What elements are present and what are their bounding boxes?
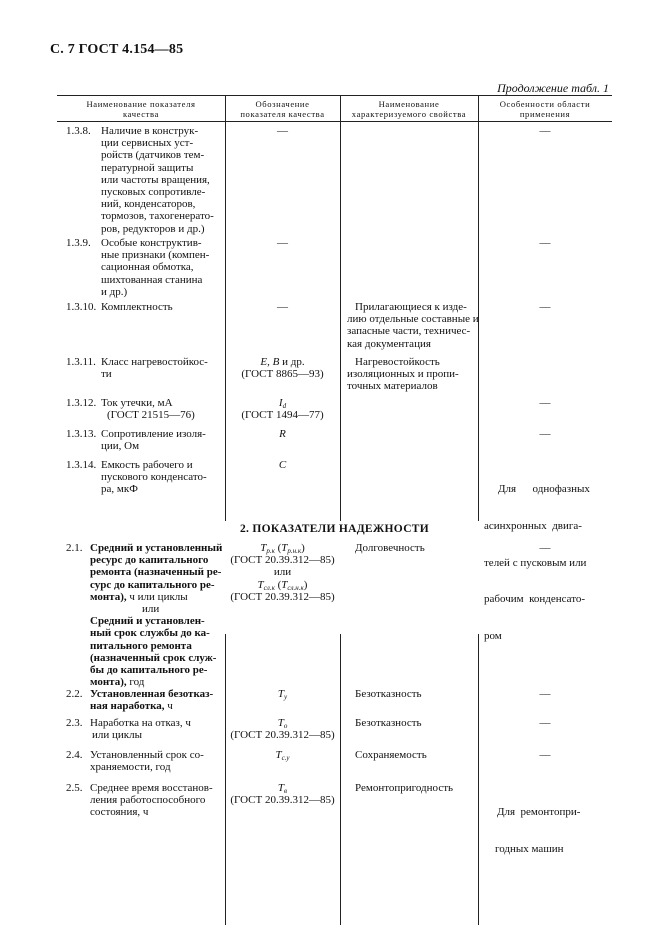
symbol-letter: T: [277, 688, 284, 700]
text-bold: монта),: [90, 590, 127, 603]
indicator-name: [90, 542, 222, 688]
indicator-symbol: [225, 749, 340, 761]
characterized-property: [347, 356, 459, 393]
column-header-line: применения: [519, 109, 571, 119]
text-line: и др.): [101, 285, 128, 298]
text-line: [90, 591, 222, 603]
application-scope: —: [539, 301, 551, 313]
symbol-subscript: с.у: [281, 754, 290, 762]
indicator-name: [101, 237, 209, 298]
text-line: питального ремонта: [90, 639, 192, 652]
text-line: ройств (датчиков тем-: [101, 149, 205, 162]
text-line: ра, мкФ: [101, 483, 138, 496]
row-number: 2.3.: [66, 717, 83, 729]
text-line: ров, редукторов и др.): [101, 222, 205, 235]
text-line: пусковых сопротивле-: [101, 186, 206, 199]
column-header-line: показателя качества: [240, 109, 325, 119]
characterized-property: [347, 301, 479, 350]
indicator-name: [101, 428, 206, 452]
text-line: ти: [101, 368, 112, 381]
indicator-name: [101, 125, 214, 235]
text-line: телей с пусковым или: [484, 556, 587, 569]
symbol-line: $T_{р.к}$ $(T_{р.н.к})$: [260, 542, 305, 555]
indicator-symbol: C: [278, 459, 287, 471]
text-line: Нагревостойкость: [355, 356, 440, 368]
text-line: Особые конструктив-: [101, 237, 202, 249]
text-line: тормозов, тахогенерато-: [101, 210, 214, 223]
text-line: Наработка на отказ, ч: [90, 717, 191, 729]
text-line: Ток утечки, мА: [101, 397, 173, 409]
column-header-line: качества: [123, 109, 159, 119]
text-line: Средний и установлен-: [90, 615, 205, 628]
text-line: ний, конденсаторов,: [101, 198, 196, 211]
text-line: ления работоспособного: [90, 794, 206, 807]
text-line: [90, 700, 213, 712]
row-number: 2.4.: [66, 749, 83, 761]
indicator-symbol: [225, 688, 340, 700]
text-line: Наличие в конструк-: [101, 125, 199, 137]
indicator-symbol: [225, 397, 340, 421]
symbol-subscript: у: [284, 693, 288, 701]
text-line: бы до капитального ре-: [90, 664, 208, 677]
symbol-subscript: о: [283, 722, 288, 730]
text-line: ремонта (назначенный ре-: [90, 566, 222, 579]
application-scope: —: [539, 428, 551, 440]
column-header-symbol: [225, 99, 340, 119]
quality-indicators-table: [57, 95, 612, 925]
text-bold: монта),: [90, 676, 127, 689]
text-line: точных материалов: [347, 380, 438, 393]
text-line: пускового конденсато-: [101, 471, 207, 484]
column-header-name: [57, 99, 225, 119]
symbol-subscript: сл.к: [263, 583, 275, 592]
symbol-line: $T_{сл.к}$ $(T_{сл.н.к})$: [257, 578, 308, 592]
text-line: или частоты вращения,: [101, 173, 210, 186]
text-line: храняемости, год: [90, 761, 171, 774]
standard-reference: (ГОСТ 1494—77): [241, 409, 324, 422]
row-number: 1.3.12.: [66, 397, 97, 409]
symbol-subscript: в: [284, 787, 288, 795]
text-line: ром: [484, 629, 502, 642]
row-number: 1.3.13.: [66, 428, 97, 440]
standard-reference: (ГОСТ 20.39.312—85): [230, 554, 335, 567]
symbol-or: или: [273, 566, 292, 579]
text-line: годных машин: [495, 843, 564, 856]
application-scope: —: [539, 237, 551, 249]
symbol-line: [225, 782, 340, 794]
text-line: асинхронных двига-: [484, 520, 582, 533]
text-line: или: [142, 603, 160, 616]
symbol-letter: T: [260, 542, 267, 554]
text-line: Среднее время восстанов-: [90, 782, 213, 794]
application-scope: —: [539, 749, 551, 761]
row-number: 1.3.9.: [66, 237, 91, 249]
indicator-name: [90, 749, 204, 773]
symbol-letter: T: [275, 749, 282, 761]
text-line: Прилагающиеся к изде-: [355, 301, 467, 313]
column-divider: [340, 95, 341, 521]
column-header-line: характеризуемого свойства: [351, 109, 467, 119]
indicator-symbol: —: [277, 301, 288, 313]
text-unit: ч: [164, 700, 173, 713]
indicator-symbol: [225, 542, 340, 603]
indicator-name: [101, 397, 195, 421]
text-line: шихтованная станина: [101, 273, 203, 286]
text-line: ции, Ом: [101, 440, 140, 453]
indicator-name: [101, 459, 207, 496]
row-number: 1.3.8.: [66, 125, 91, 137]
text-line: Для однофазных: [498, 483, 590, 496]
symbol-line: [225, 717, 340, 729]
text-line: сурс до капитального ре-: [90, 578, 215, 591]
indicator-symbol: [225, 717, 340, 741]
text-bold: ная наработка,: [90, 700, 165, 713]
row-number: 2.5.: [66, 782, 83, 794]
text-line: Установленный срок со-: [90, 749, 204, 761]
text-line: или циклы: [92, 729, 143, 742]
column-header-property: [340, 99, 478, 119]
column-header-line: Обозначение: [255, 99, 310, 109]
text-unit: ч или циклы: [126, 590, 188, 603]
column-divider: [225, 634, 226, 925]
standard-reference: (ГОСТ 20.39.312—85): [230, 590, 335, 603]
text-line: кая документация: [347, 337, 431, 350]
text-line: состояния, ч: [90, 806, 149, 819]
indicator-name: Комплектность: [101, 301, 173, 313]
standard-reference: (ГОСТ 20.39.312—85): [230, 729, 335, 742]
symbol-letters: E, B: [260, 356, 280, 368]
symbol-subscript: d: [282, 402, 287, 410]
text-line: пературной защиты: [101, 161, 194, 174]
indicator-symbol: R: [279, 428, 286, 440]
application-scope: [495, 782, 580, 880]
column-divider: [340, 634, 341, 925]
characterized-property: Ремонтопригодность: [355, 782, 454, 794]
text-line: ные признаки (компен-: [101, 249, 210, 262]
standard-reference: (ГОСТ 20.39.312—85): [230, 794, 335, 807]
application-scope: —: [539, 125, 551, 137]
row-number: 2.1.: [66, 542, 83, 554]
application-scope: —: [539, 688, 551, 700]
text-line: Для ремонтопри-: [497, 806, 581, 819]
page-header: С. 7 ГОСТ 4.154—85: [50, 42, 184, 57]
indicator-name: [101, 356, 208, 380]
symbol-letter: I: [278, 397, 283, 409]
symbol-letter: T: [281, 542, 288, 554]
symbol-subscript: р.к: [266, 547, 275, 555]
text-line: Средний и установленный: [90, 542, 223, 554]
symbol-letter: T: [277, 782, 285, 794]
application-scope: [484, 459, 590, 666]
text-line: ный срок службы до ка-: [90, 627, 210, 640]
text-line: лию отдельные составные и: [347, 313, 479, 326]
text-line: Класс нагревостойкос-: [101, 356, 208, 368]
table-continuation-label: Продолжение табл. 1: [497, 81, 609, 95]
symbol-subscript: сл.н.к: [287, 583, 304, 592]
column-header-line: Наименование: [378, 99, 440, 109]
indicator-symbol: [225, 782, 340, 806]
column-header-line: Особенности области: [499, 99, 591, 109]
characterized-property: Безотказность: [355, 688, 422, 700]
text-line: запасные части, техничес-: [347, 325, 471, 338]
indicator-symbol: [225, 356, 340, 380]
symbol-suffix: и др.: [279, 356, 305, 368]
table-top-rule: [57, 95, 612, 96]
indicator-symbol: —: [277, 237, 288, 249]
column-header-scope: [478, 99, 612, 119]
indicator-symbol: —: [277, 125, 288, 137]
application-scope: —: [539, 717, 551, 729]
text-line: (назначенный срок служ-: [90, 651, 217, 664]
characterized-property: Безотказность: [355, 717, 422, 729]
text-line: сационная обмотка,: [101, 261, 194, 274]
column-divider: [478, 634, 479, 925]
characterized-property: Долговечность: [355, 542, 425, 554]
symbol-letter: T: [257, 578, 264, 591]
text-line: (ГОСТ 21515—76): [107, 409, 195, 422]
text-line: Сопротивление изоля-: [101, 428, 206, 440]
row-number: 1.3.10.: [66, 301, 97, 313]
indicator-name: [90, 782, 213, 819]
application-scope: —: [539, 542, 551, 554]
column-header-line: Наименование показателя: [86, 99, 196, 109]
table-header-rule: [57, 121, 612, 122]
standard-reference: (ГОСТ 8865—93): [241, 368, 324, 381]
symbol-line: [225, 356, 340, 368]
text-line: ресурс до капитального: [90, 554, 209, 567]
text-line: рабочим конденсато-: [484, 593, 586, 606]
symbol-subscript: р.н.к: [287, 547, 302, 555]
section-title: 2. ПОКАЗАТЕЛИ НАДЕЖНОСТИ: [239, 523, 430, 535]
row-number: 2.2.: [66, 688, 83, 700]
symbol-letter: T: [277, 717, 284, 729]
application-scope: —: [539, 397, 551, 409]
row-number: 1.3.14.: [66, 459, 97, 471]
text-unit: год: [126, 676, 145, 689]
characterized-property: Сохраняемость: [355, 749, 427, 761]
text-line: Установленная безотказ-: [90, 688, 214, 700]
text-line: Емкость рабочего и: [101, 459, 193, 471]
text-line: изоляционных и пропи-: [347, 368, 459, 381]
indicator-name: [90, 717, 191, 741]
text-line: [90, 676, 222, 688]
text-line: ции сервисных уст-: [101, 137, 194, 150]
indicator-name: [90, 688, 213, 712]
row-number: 1.3.11.: [66, 356, 96, 368]
symbol-line: [225, 397, 340, 409]
symbol-letter: T: [281, 578, 288, 591]
